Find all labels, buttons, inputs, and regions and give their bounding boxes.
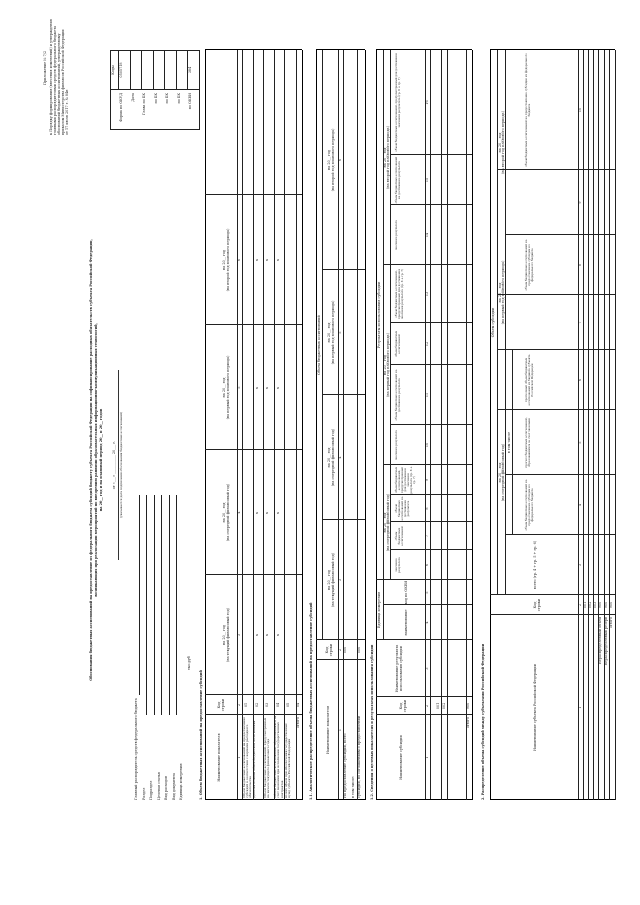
sec11-col-number: 6 [338, 158, 343, 162]
header-field-label: Подраздел [149, 780, 153, 800]
sec1-row-name: Объем бюджетных ассигнований, предусмотренных на начало текущего финансового года [262, 717, 270, 798]
date-line: от «___» ___________ 20___ г. [112, 440, 116, 490]
sec1-cell: x [265, 387, 269, 389]
rule-h [284, 50, 285, 800]
sec12-col-number: 7 [425, 534, 429, 538]
sec11-col-year: на 20__ год [327, 447, 331, 468]
rule-h [365, 50, 366, 800]
rule-v [376, 714, 472, 715]
sec2-col-number: 9 [578, 201, 582, 204]
rule-h [146, 495, 147, 715]
sec1-row-code: 03 [265, 702, 269, 708]
section-1-1-title: 1.1. Аналитическое распределение объема бюджетных ассигнований на предоставление субсидий [309, 602, 313, 800]
sec2-col-number: 1 [578, 706, 582, 709]
sec12-total-code: 900 [466, 702, 470, 710]
sec2-col-number: 6 [578, 378, 582, 382]
sec2-row-code: 002 [588, 601, 592, 609]
col-header-year: на 20__ год [222, 249, 226, 271]
sec1-row-code: 01 [244, 702, 248, 708]
sec12-col-year-sub: (на второй год планового периода) [386, 126, 390, 189]
sec1-cell: x [275, 259, 280, 261]
rule-h [176, 50, 177, 90]
sec12-col-number: 12 [425, 341, 429, 347]
code-label: по БК [176, 93, 181, 104]
sec2-subcol-header: прогнозный объем бюджетных ассигнований из бюджета субъекта Российской Федерации [524, 354, 535, 406]
sec12-subcol-header: объем бюджетных ассигнований, предусмотренный для достижения значения результата (гр. 6 + гр. 7) [394, 53, 402, 152]
sec2-col-year-sub: (на второй год планового периода) [501, 111, 505, 174]
sec11-row-code: 000 [343, 646, 347, 654]
sec2-subcol-header: объем бюджетных ассигнований на предоставление субсидии из федерального бюджета [524, 479, 535, 531]
rule-h [588, 50, 589, 800]
header-field-label: Целевая статья [156, 772, 161, 800]
sec1-total-label: Итого [296, 717, 300, 728]
sec2-row-code: 001 [583, 601, 587, 609]
appendix-line-3: обоснований бюджетных ассигнований, утвержденному [57, 33, 61, 135]
unit-label: тыс.руб [187, 656, 191, 670]
rule-h [130, 50, 131, 90]
rule-h [472, 50, 473, 800]
col-header-year-sub: (на второй год планового периода) [226, 228, 230, 292]
sec12-col-number: 4 [425, 621, 429, 624]
sec12-col-year-sub: (на первый год планового периода) [386, 333, 390, 397]
sec1-cell: x [275, 387, 280, 389]
rule-h [593, 50, 594, 800]
sec2-foot-code: 900 [598, 601, 602, 609]
rule-v [390, 364, 472, 365]
sec12-group-header: Результаты использования субсидии [377, 281, 381, 349]
col-number: 3 [237, 633, 242, 637]
sec11-col-year: на 20__ год [327, 322, 331, 343]
col-number: 5 [237, 386, 242, 389]
sec1-cell: x [254, 512, 259, 514]
sec2-col-name: Наименование субъекта Российской Федерации [533, 664, 537, 751]
sec2-col-code: Код строки [533, 598, 541, 612]
sec2-subcol-header: прогноз бюджетных ассигнований, образовавшихся за счет экономии [524, 417, 532, 468]
sec1-total-code: 04 [296, 702, 300, 708]
sec12-col-unit-okei: код по ОКЕИ [404, 580, 408, 605]
sec12-col-name: Наименование субсидии [399, 735, 403, 780]
sec12-col-unit: Единица измерения [377, 591, 381, 629]
sec11-col-year: на 20__ год [327, 149, 331, 171]
sec1-row-name: Объем бюджетных ассигнований на предоставление субсидий в соответствии с нормами расходного обязательства [241, 717, 252, 798]
rule-h [154, 495, 155, 715]
sec12-col-number: 10 [425, 442, 429, 448]
sec2-col-number: 7 [578, 321, 582, 324]
rule-v [205, 574, 302, 575]
col-header-year-sub: (на очередной финансовый год) [226, 483, 230, 542]
form-title-line-3: на 20__ год и на плановый период 20__ и 20__ годов [99, 408, 103, 512]
sec11-row-name: в том числе: [351, 775, 355, 798]
col-number: 6 [237, 258, 242, 262]
rule-h [512, 350, 513, 535]
sec2-subcol-header: объем бюджетных ассигнований на предоставление субсидии из федерального бюджета [524, 239, 535, 291]
section-1-title: 1. Объем бюджетных ассигнований на предоставление субсидий [199, 670, 203, 800]
sec1-cell: x [254, 634, 259, 636]
sec1-cell: x [275, 634, 280, 636]
code-value: 0505718 [119, 62, 123, 78]
rule-h [615, 50, 616, 800]
rule-v [390, 549, 472, 550]
rule-v [376, 696, 472, 697]
header-field-label: Единица измерения: [179, 762, 183, 800]
sec11-col-number: 5 [338, 331, 343, 334]
sec12-col-number: 11 [425, 392, 429, 398]
rule-h [153, 50, 154, 90]
rule-h [383, 580, 384, 640]
rule-v [390, 154, 472, 155]
rule-h [316, 50, 317, 800]
rule-v [390, 204, 472, 205]
header-field-label: Раздел [141, 787, 146, 800]
rule-h [169, 495, 170, 715]
rule-h [447, 50, 448, 800]
col-number: 4 [237, 511, 242, 514]
sec12-col-number: 5 [425, 591, 429, 594]
sec2-col-number: 2 [578, 603, 582, 607]
sec12-subcol-header: значение результата [394, 557, 402, 573]
sec12-col-unit-name: наименование [404, 609, 408, 636]
appendix-line-2: главными распорядителями средств федерального бюджета [53, 25, 57, 135]
sec1-row-name: из них объем при обеспечении государственных нужд субъекта Российской Федерации [283, 723, 291, 798]
sec2-foot-label: Итого [609, 617, 613, 628]
sec11-col-year: на 20__ год [327, 569, 331, 591]
date-caption: (указывается дата подписания обоснования бюджетных ассигнований) [119, 411, 123, 519]
col-header-name: Наименование показателя [217, 733, 221, 782]
sec11-col-code: Код строки [325, 643, 333, 657]
code-value: 384 [188, 66, 192, 74]
sec11-col-year-sub: (на текущий финансовый год) [331, 553, 335, 607]
sec2-foot-code: 900 [609, 601, 613, 609]
sec1-cell: x [265, 512, 269, 514]
sec12-row-code: 001 [436, 702, 440, 710]
sec2-foot-label: Нераспределенный резерв [603, 617, 608, 666]
rule-v [390, 494, 472, 495]
section-2-title: 2. Распределение объема субсидий между субъектами Российской Федерации [481, 643, 485, 800]
col-number: 1 [237, 756, 242, 759]
rule-h [141, 50, 142, 90]
sec12-col-number: 13 [425, 291, 429, 297]
form-title-line-1: Обоснования бюджетных ассигнований на предоставление из федерального бюджета субсидий бюджету субъекта Российской Федерации на софинансирование расходных обязательств субъекта Российской Федерации, [89, 239, 93, 681]
sec11-group-header: Объем бюджетных ассигнований [317, 315, 321, 375]
appendix-number: Приложение № 7/2 [43, 50, 47, 85]
rule-h [263, 50, 264, 800]
sec12-col-number: 2 [425, 704, 429, 708]
sec12-subcol-header: объем бюджетных ассигнований на достижение результата [394, 156, 402, 204]
sec11-col-year-sub: (на второй год планового периода) [331, 128, 335, 192]
rule-h [322, 50, 323, 640]
rule-h [490, 50, 491, 800]
col-header-code: Код строки [217, 698, 225, 712]
sec1-row-code: 04 [275, 702, 280, 708]
sec12-total-label: Итого [466, 717, 470, 728]
sec2-col-number: 4 [578, 503, 582, 507]
rule-h [296, 50, 297, 800]
sec12-subcol-header: объем бюджетных ассигнований [394, 330, 402, 358]
code-label: по БК [165, 93, 169, 104]
sec11-row-name: На предоставление субсидий, всего [343, 733, 347, 798]
rule-h [302, 50, 303, 800]
sec2-col-year-sub: (на первый год планового периода) [501, 260, 505, 325]
sec12-col-year-sub: (на очередной финансовый год) [386, 493, 390, 552]
sec1-row-name: Объем бюджетных ассигнований, образовавшийся за счет экономии при исполнении государственных контрактов [273, 715, 284, 798]
sec1-cell: x [275, 512, 280, 514]
col-header-year: на 20__ год [222, 502, 226, 523]
rule-h [205, 50, 206, 800]
header-field-label: Вид документа [171, 773, 176, 800]
col-header-year-sub: (на первый год планового периода) [226, 355, 230, 420]
sec2-group-header: Объем субсидии [491, 307, 495, 338]
header-field-label: Главный распорядитель средств федерального бюджета [134, 698, 138, 800]
sec12-col-number: 14 [425, 232, 429, 238]
rule-h [253, 50, 254, 800]
rule-v [490, 49, 615, 50]
section-1-2-title: 1.2. Сведения о целевых показателях и результатах использования субсидии [370, 644, 374, 800]
sec12-col-year: на 20__ год [383, 354, 387, 376]
code-label: Форма по ОКУД [119, 93, 123, 122]
sec11-col-number: 2 [338, 648, 343, 652]
rule-v [376, 799, 472, 800]
sec12-col-number: 9 [425, 478, 429, 482]
sec1-cell: x [254, 387, 259, 389]
appendix-line-4: приказом Министерства финансов Российской Федерации [61, 29, 65, 135]
sec12-subcol-header: значение результата [394, 220, 398, 250]
sec11-col-number: 3 [338, 578, 343, 582]
rule-h [466, 50, 467, 800]
rule-v [205, 324, 302, 325]
rule-v [205, 449, 302, 450]
sec12-col-result: Наименование результата использования субсидии [395, 644, 403, 693]
sec12-col-number: 16 [425, 100, 429, 105]
rule-h [164, 50, 165, 90]
sec12-col-number: 1 [425, 756, 429, 759]
sec12-subcol-header: значение результата [394, 430, 398, 460]
rule-h [139, 495, 140, 695]
rule-h [376, 50, 377, 800]
sec2-col-year-sub: (на очередной финансовый год) [501, 443, 505, 502]
rule-v [376, 639, 472, 640]
sec2-col-number: 3 [578, 563, 582, 567]
col-header-year: на 20__ год [222, 624, 226, 646]
sec2-col-year: на 20__ год [498, 462, 502, 483]
sec2-foot-label: Нераспределенный объем [598, 617, 602, 665]
rule-v [205, 194, 302, 195]
sec11-col-year-sub: (на очередной финансовый год) [331, 428, 335, 487]
rule-h [242, 50, 243, 800]
rule-v [390, 322, 472, 323]
header-field-label: Вид расходов [164, 776, 168, 800]
sec2-col-number: 10 [578, 107, 582, 113]
sec12-subcol-header: объем бюджетных ассигнований, предусмотренный для достижения значения результата (гр. 6 + гр. 7) [394, 268, 405, 320]
sec2-subcol-header: объем бюджетных ассигнований на предоставление субсидии из федерального бюджета [524, 53, 532, 167]
sec2-foot-code: 900 [603, 601, 608, 609]
rule-h [583, 50, 584, 800]
rule-h [430, 50, 431, 800]
sec2-col-year: на 20__ год [498, 132, 502, 153]
sec11-col-number: 4 [338, 456, 343, 459]
code-label: по БК [153, 93, 158, 104]
rule-h [161, 495, 162, 715]
sec2-col-all: всего (гр. 4 + гр. 5 + гр. 6) [533, 540, 537, 590]
rule-h [441, 50, 442, 800]
sec11-row-name: субсидии, по соглашениям о предоставлении [357, 716, 361, 798]
code-label: Дата [130, 93, 135, 102]
form-title-line-2: возникающих при реализации мероприятий по внедрению ранними образовательных информационно-коммуникационных технологий, [94, 323, 98, 597]
sec12-col-year: на 20__ год [383, 147, 387, 168]
sec12-subcol-header: объем бюджетных ассигнований на достижение результата [394, 369, 402, 421]
col-header-year-sub: (на текущий финансовый год) [226, 608, 230, 662]
rule-v [390, 424, 472, 425]
sec2-row-code: 003 [593, 601, 597, 609]
sec12-subcol-header: объем бюджетных ассигнований [394, 526, 405, 546]
code-label: по ОКЕИ [188, 93, 192, 110]
sec12-col-year: на 20__ год [383, 512, 387, 533]
rule-h [176, 495, 177, 715]
sec2-col-number: 8 [578, 263, 582, 267]
sec2-col-number: 5 [578, 441, 582, 444]
sec12-col-number: 8 [425, 507, 429, 510]
sec1-cell: x [254, 259, 259, 261]
sec1-row-name: Дополнительный объем бюджетных ассигнований [252, 720, 256, 798]
sec2-col-incl: в том числе [506, 431, 511, 454]
sec11-col-number: 1 [338, 728, 343, 732]
sec12-subcol-header: объем бюджетных ассигнований, предусмотренный для достижения значения результата (гр. 6 + гр. 7) [394, 466, 417, 494]
col-number: 2 [237, 703, 242, 707]
sec12-subcol-header: объем бюджетных ассигнований на достижение результата [394, 496, 411, 521]
sec12-row-code: 002 [442, 702, 446, 710]
rule-v [205, 49, 302, 50]
sec11-row-code: 000 [357, 646, 361, 654]
rule-v [390, 521, 472, 522]
sec1-row-code: 02 [254, 702, 259, 708]
rule-v [490, 799, 615, 800]
sec12-col-number: 6 [425, 563, 429, 567]
sec1-cell: x [265, 259, 269, 261]
rule-h [274, 50, 275, 800]
appendix-line-5: от 17 июля 2017 г. № 84н [65, 89, 69, 135]
appendix-line-1: к Порядку формирования (внесения изменений) и утверждения [49, 19, 53, 135]
code-label: Глава по БК [142, 93, 146, 115]
sec2-col-year: на 20__ год [498, 282, 502, 303]
sec11-col-year-sub: (на первый год планового периода) [331, 300, 335, 365]
sec1-cell: x [265, 634, 269, 636]
sec12-col-code: Код строки [399, 699, 407, 713]
col-header-year: на 20__ год [222, 377, 226, 398]
sec12-col-number: 15 [425, 177, 429, 183]
sec1-row-code: 05 [286, 702, 290, 708]
sec11-col-name: Наименование показателя [326, 705, 330, 755]
sec12-col-number: 3 [425, 667, 429, 670]
codes-header: Коды [111, 65, 115, 75]
